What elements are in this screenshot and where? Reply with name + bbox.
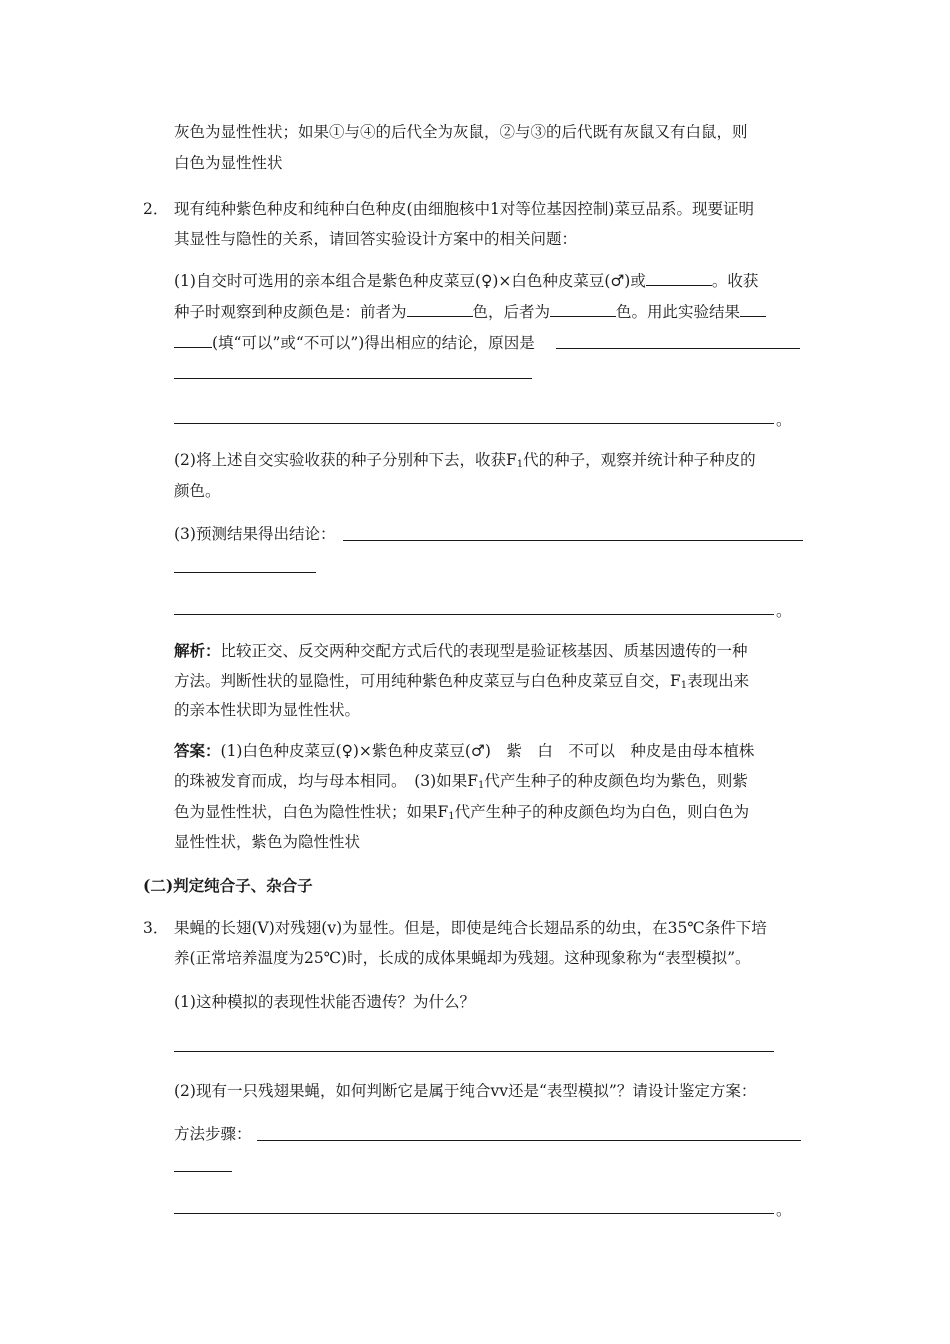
continuation-line-2: 白色为显性性状	[174, 154, 283, 172]
answer-line-4: 显性性状，紫色为隐性性状	[174, 833, 361, 851]
answer-text-2a: 的珠被发育而成，均与母本相同。 (3)如果F	[174, 772, 478, 790]
answer-blank-line[interactable]	[556, 348, 800, 349]
q2-part3-label: (3)预测结果得出结论：	[174, 525, 336, 543]
answer-text-2b: 代产生种子的种皮颜色均为紫色，则紫	[484, 772, 748, 790]
q3-part2: (2)现有一只残翅果蝇，如何判断它是属于纯合vv还是“表型模拟”？请设计鉴定方案：	[174, 1082, 757, 1100]
answer-blank[interactable]	[740, 302, 766, 317]
answer-line-3	[174, 802, 749, 827]
q2-part1-line-1	[174, 271, 758, 291]
question-3-stem-line-2: 养(正常培养温度为25℃)时，长成的成体果蝇却为残翅。这种现象称为“表型模拟”。	[174, 949, 751, 967]
q2-part1-text-d: 色，后者为	[472, 303, 551, 321]
continuation-line-1: 灰色为显性性状；如果①与④的后代全为灰鼠，②与③的后代既有灰鼠又有白鼠，则	[174, 123, 748, 141]
q2-part1-text-a: (1)自交时可选用的亲本组合是紫色种皮菜豆(♀)×白色种皮菜豆(♂)或	[174, 272, 646, 290]
method-steps-label: 方法步骤：	[174, 1125, 252, 1143]
answer-blank-line[interactable]	[174, 423, 774, 424]
analysis-text-2a: 方法。判断性状的显隐性，可用纯种紫色种皮菜豆与白色种皮菜豆自交，F	[174, 672, 681, 690]
analysis-line-3: 的亲本性状即为显性性状。	[174, 701, 361, 719]
period: 。	[776, 1201, 792, 1219]
analysis-label: 解析：	[174, 641, 221, 660]
subscript: 1	[680, 680, 688, 691]
question-3-stem-line-1: 果蝇的长翅(V)对残翅(v)为显性。但是，即使是纯合长翅品系的幼虫，在35℃条件下培	[174, 919, 767, 937]
question-2-stem-line-1: 现有纯种紫色种皮和纯种白色种皮(由细胞核中1对等位基因控制)菜豆品系。现要证明	[174, 200, 754, 218]
question-2-number: 2．	[143, 200, 169, 218]
analysis-text-1: 比较正交、反交两种交配方式后代的表现型是验证核基因、质基因遗传的一种	[220, 642, 748, 660]
answer-blank[interactable]	[550, 302, 616, 317]
section-heading: (二)判定纯合子、杂合子	[143, 876, 313, 895]
answer-text-1: (1)白色种皮菜豆(♀)×紫色种皮菜豆(♂) 紫 白 不可以 种皮是由母本植株	[220, 742, 755, 760]
q2-part1-text-b: 。收获	[711, 272, 759, 290]
analysis-line-1	[174, 641, 748, 661]
q2-part1-text-f: (填“可以”或“不可以”)得出相应的结论，原因是	[212, 334, 535, 352]
answer-blank[interactable]	[646, 271, 712, 286]
q2-part2-text-a: (2)将上述自交实验收获的种子分别种下去，收获F	[174, 451, 517, 469]
answer-blank-line[interactable]	[257, 1140, 801, 1141]
period: 。	[776, 411, 792, 429]
answer-blank-line[interactable]	[174, 1213, 774, 1214]
answer-line-2	[174, 771, 748, 796]
answer-blank-line[interactable]	[174, 572, 316, 573]
q2-part2-text-b: 代的种子，观察并统计种子种皮的	[523, 451, 756, 469]
subscript: 1	[516, 459, 524, 470]
q3-part1: (1)这种模拟的表现性状能否遗传？为什么？	[174, 993, 475, 1011]
answer-label: 答案：	[174, 741, 221, 760]
answer-blank-line[interactable]	[174, 1051, 774, 1052]
q2-part2-line-1	[174, 450, 756, 475]
answer-blank-line[interactable]	[174, 378, 532, 379]
answer-blank-line[interactable]	[174, 1171, 232, 1172]
question-2-stem-line-2: 其显性与隐性的关系，请回答实验设计方案中的相关问题：	[174, 230, 578, 248]
q2-part1-text-c: 种子时观察到种皮颜色是：前者为	[174, 303, 407, 321]
q2-part1-line-3	[174, 333, 535, 353]
q2-part1-text-e: 色。用此实验结果	[616, 303, 741, 321]
question-3-number: 3．	[143, 919, 169, 937]
answer-blank[interactable]	[407, 302, 473, 317]
period: 。	[776, 602, 792, 620]
answer-blank-line[interactable]	[343, 540, 803, 541]
answer-text-3b: 代产生种子的种皮颜色均为白色，则白色为	[454, 803, 750, 821]
analysis-text-2b: 表现出来	[687, 672, 750, 690]
subscript: 1	[477, 780, 485, 791]
q2-part2-line-2: 颜色。	[174, 482, 221, 500]
subscript: 1	[448, 811, 455, 822]
answer-line-1	[174, 741, 754, 761]
answer-text-3a: 色为显性性状，白色为隐性性状；如果F	[174, 803, 449, 821]
analysis-line-2	[174, 671, 749, 696]
answer-blank[interactable]	[174, 333, 212, 348]
answer-blank-line[interactable]	[174, 614, 774, 615]
q2-part1-line-2	[174, 302, 766, 322]
